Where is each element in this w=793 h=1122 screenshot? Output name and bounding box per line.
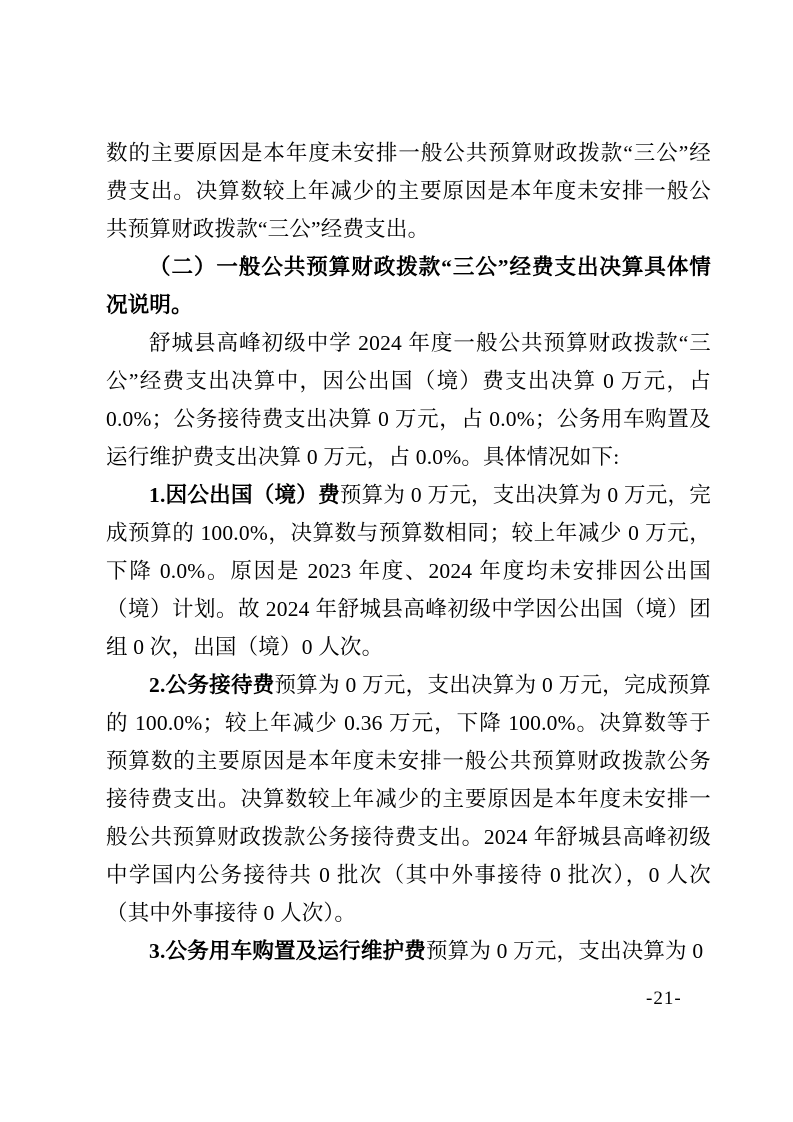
section-heading-text: （二）一般公共预算财政拨款“三公”经费支出决算具体情况说明。 bbox=[106, 255, 711, 317]
paragraph-item-1 bbox=[106, 476, 711, 666]
paragraph-text: 数的主要原因是本年度未安排一般公共预算财政拨款“三公”经费支出。决算数较上年减少的主要原因是本年度未安排一般公共预算财政拨款“三公”经费支出。 bbox=[106, 141, 711, 241]
paragraph-text: 预算为 0 万元，支出决算为 0 bbox=[425, 939, 704, 963]
section-heading bbox=[106, 248, 711, 324]
paragraph-text: 舒城县高峰初级中学 2024 年度一般公共预算财政拨款“三公”经费支出决算中，因公出国（境）费支出决算 0 万元，占 0.0%；公务接待费支出决算 0 万元，占 0.0%；公务用车购置及运行维护费支出决算 0 万元，占 0.0%。具体情况如下: bbox=[106, 331, 711, 469]
paragraph-lead: 1.因公出国（境）费 bbox=[149, 483, 340, 507]
paragraph-item-2 bbox=[106, 666, 711, 932]
paragraph-item-3 bbox=[106, 932, 711, 970]
paragraph-text: 预算为 0 万元，支出决算为 0 万元，完成预算的 100.0%；较上年减少 0.36 万元，下降 100.0%。决算数等于预算数的主要原因是本年度未安排一般公共预算财政拨款公务接待费支出。决算数较上年减少的主要原因是本年度未安排一般公共预算财政拨款公务接待费支出。2024 年舒城县高峰初级中学国内公务接待共 0 批次（其中外事接待 0 批次），0 人次（其中外事接待 0 人次）。 bbox=[106, 673, 711, 925]
paragraph-text: 预算为 0 万元，支出决算为 0 万元，完成预算的 100.0%，决算数与预算数相同；较上年减少 0 万元，下降 0.0%。原因是 2023 年度、2024 年度均未安排因公出国（境）计划。故 2024 年舒城县高峰初级中学因公出国（境）团组 0 次，出国（境）0 人次。 bbox=[106, 483, 711, 659]
paragraph-lead: 3.公务用车购置及运行维护费 bbox=[149, 939, 426, 963]
page-number: -21- bbox=[646, 988, 682, 1009]
document-body bbox=[106, 134, 711, 970]
paragraph-continuation bbox=[106, 134, 711, 248]
paragraph-summary bbox=[106, 324, 711, 476]
paragraph-lead: 2.公务接待费 bbox=[149, 673, 275, 697]
